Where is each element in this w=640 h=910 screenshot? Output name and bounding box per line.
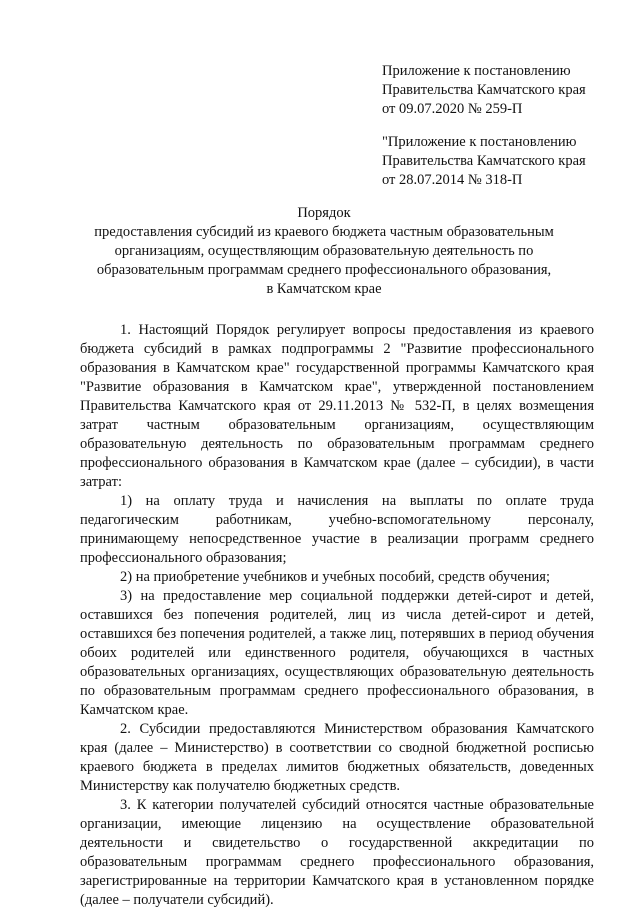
paragraph-1: 1. Настоящий Порядок регулирует вопросы предоставления из краевого бюджета субсидий в рамках подпрограммы 2 "Развитие профессионального образования в Камчатском крае" государственной программы Камчатского края "Развитие образования в Камчатском крае", утвержденной постановлением Правительства Камчатского края от 29.11.2013 № 532-П, в целях возмещения затрат частным образовательным организациям, осуществляющим образовательную деятельность по образовательным программам среднего профессионального образования в Камчатском крае (далее – субсидии), в части затрат:: [80, 322, 594, 490]
appendix-note-original: [382, 133, 622, 190]
appendix-original-line-1: "Приложение к постановлению: [382, 134, 577, 150]
title-line-4: в Камчатском крае: [266, 281, 382, 297]
appendix-original-line-3: от 28.07.2014 № 318-П: [382, 172, 523, 188]
title-heading: Порядок: [297, 205, 351, 221]
appendix-note-current: [382, 62, 622, 119]
paragraph-1-item-2: 2) на приобретение учебников и учебных пособий, средств обучения;: [120, 569, 551, 585]
title-line-1: предоставления субсидий из краевого бюджета частным образовательным: [94, 224, 554, 240]
title-line-2: организациям, осуществляющим образовательную деятельность по: [114, 243, 534, 259]
title-line-3: образовательным программам среднего профессионального образования,: [96, 262, 552, 278]
appendix-current-line-2: Правительства Камчатского края: [382, 82, 586, 98]
paragraph-1-item-1: 1) на оплату труда и начисления на выплаты по оплате труда педагогическим работникам, учебно-вспомогательному персоналу, принимающему непосредственное участие в реализации программ среднего профессионального образования;: [80, 493, 594, 566]
document-body: [80, 321, 594, 910]
paragraph-1-item-3: 3) на предоставление мер социальной поддержки детей-сирот и детей, оставшихся без попечения родителей, лиц из числа детей-сирот и детей, оставшихся без попечения родителей, а также лиц, потерявших в период обучения обоих родителей или единственного родителя, обучающихся в частных образовательных организациях, осуществляющих образовательную деятельность по образовательным программам среднего профессионального образования, в Камчатском крае.: [80, 588, 594, 718]
appendix-current-line-1: Приложение к постановлению: [382, 63, 571, 79]
appendix-original-line-2: Правительства Камчатского края: [382, 153, 586, 169]
appendix-current-line-3: от 09.07.2020 № 259-П: [382, 101, 523, 117]
paragraph-3: 3. К категории получателей субсидий относятся частные образовательные организации, имеющие лицензию на осуществление образовательной деятельности и свидетельство о государственной аккредитации по образовательным программам среднего профессионального образования, зарегистрированные на территории Камчатского края в установленном порядке (далее – получатели субсидий).: [80, 797, 594, 908]
document-title: [60, 204, 588, 299]
paragraph-2: 2. Субсидии предоставляются Министерством образования Камчатского края (далее – Министерство) в соответствии со сводной бюджетной росписью краевого бюджета в пределах лимитов бюджетных обязательств, доведенных Министерству как получателю бюджетных средств.: [80, 721, 594, 794]
